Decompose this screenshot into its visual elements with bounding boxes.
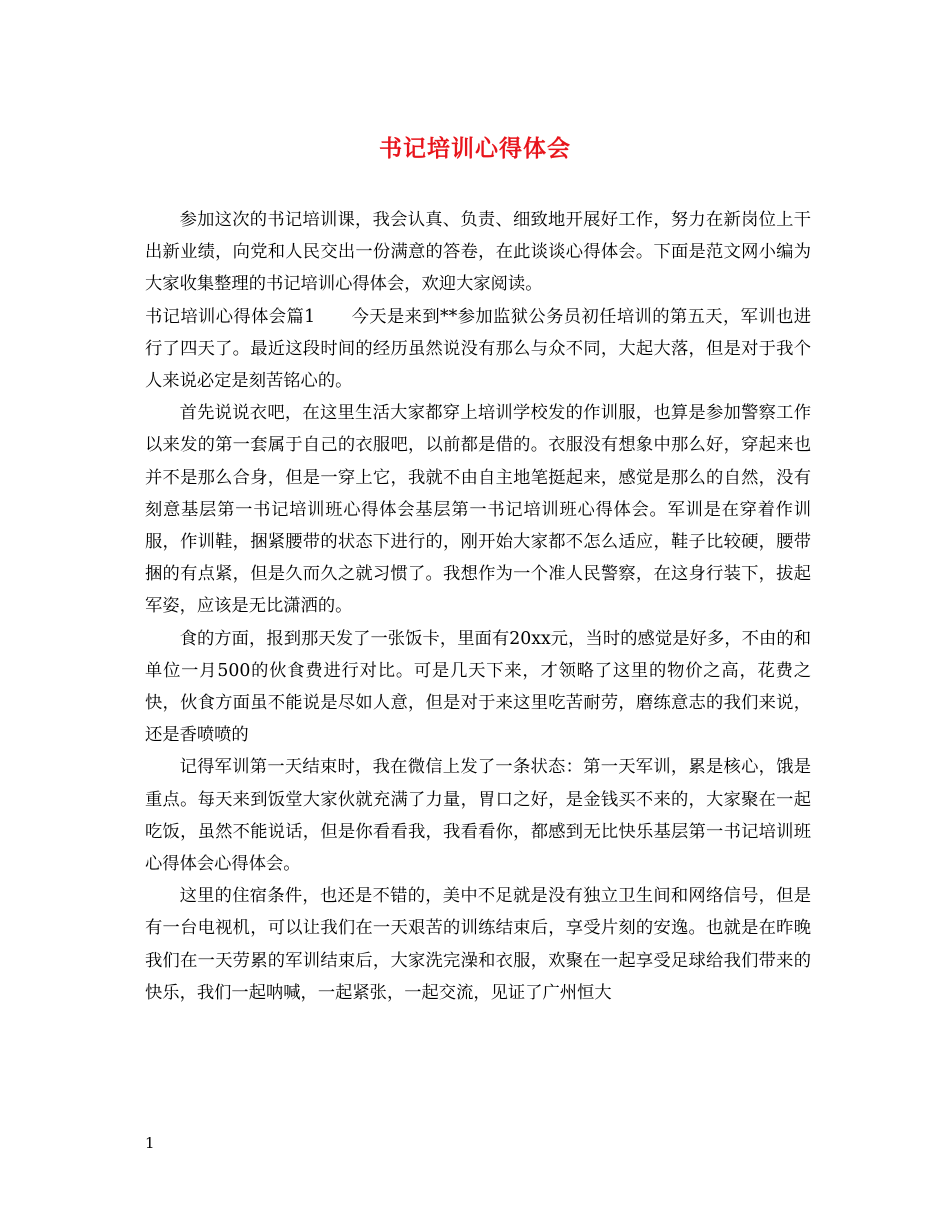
document-title: 书记培训心得体会: [379, 135, 571, 162]
document-body: [145, 204, 811, 1009]
section-paragraph: [145, 301, 811, 398]
body-paragraph-housing: 这里的住宿条件，也还是不错的，美中不足就是没有独立卫生间和网络信号，但是有一台电视机，可以让我们在一天艰苦的训练结束后，享受片刻的安逸。也就是在昨晚我们在一天劳累的军训结束后，大家洗完澡和衣服，欢聚在一起享受足球给我们带来的快乐，我们一起呐喊，一起紧张，一起交流，见证了广州恒大: [145, 886, 811, 1003]
body-paragraph-food: 食的方面，报到那天发了一张饭卡，里面有20xx元，当时的感觉是好多，不由的和单位一月500的伙食费进行对比。可是几天下来，才领略了这里的物价之高，花费之快，伙食方面虽不能说是尽如人意，但是对于来这里吃苦耐劳，磨练意志的我们来说，还是香喷喷的: [145, 628, 811, 746]
body-paragraph-training: 记得军训第一天结束时，我在微信上发了一条状态：第一天军训，累是核心，饿是重点。每天来到饭堂大家伙就充满了力量，胃口之好，是金钱买不来的，大家聚在一起吃饭，虽然不能说话，但是你看看我，我看看你，都感到无比快乐基层第一书记培训班心得体会心得体会。: [145, 757, 811, 875]
body-paragraph-clothing: 首先说说衣吧，在这里生活大家都穿上培训学校发的作训服，也算是参加警察工作以来发的第一套属于自己的衣服吧，以前都是借的。衣服没有想象中那么好，穿起来也并不是那么合身，但是一穿上它，我就不由自主地笔挺起来，感觉是那么的自然，没有刻意基层第一书记培训班心得体会基层第一书记培训班心得体会。军训是在穿着作训服，作训鞋，捆紧腰带的状态下进行的，刚开始大家都不怎么适应，鞋子比较硬，腰带捆的有点紧，但是久而久之就习惯了。我想作为一个准人民警察，在这身行装下，拔起军姿，应该是无比潇洒的。: [145, 403, 811, 617]
intro-paragraph: 参加这次的书记培训课，我会认真、负责、细致地开展好工作，努力在新岗位上干出新业绩，向党和人民交出一份满意的答卷，在此谈谈心得体会。下面是范文网小编为大家收集整理的书记培训心得体会，欢迎大家阅读。: [145, 210, 811, 295]
section-first-text: 今天是来到**参加监狱公务员初任培训的第五天，军训也进行了四天了。最近这段时间的经历虽然说没有那么与众不同，大起大落，但是对于我个人来说必定是刻苦铭心的。: [145, 306, 811, 392]
page-number: 1: [145, 1134, 155, 1152]
section-heading: 书记培训心得体会篇1: [145, 306, 316, 327]
